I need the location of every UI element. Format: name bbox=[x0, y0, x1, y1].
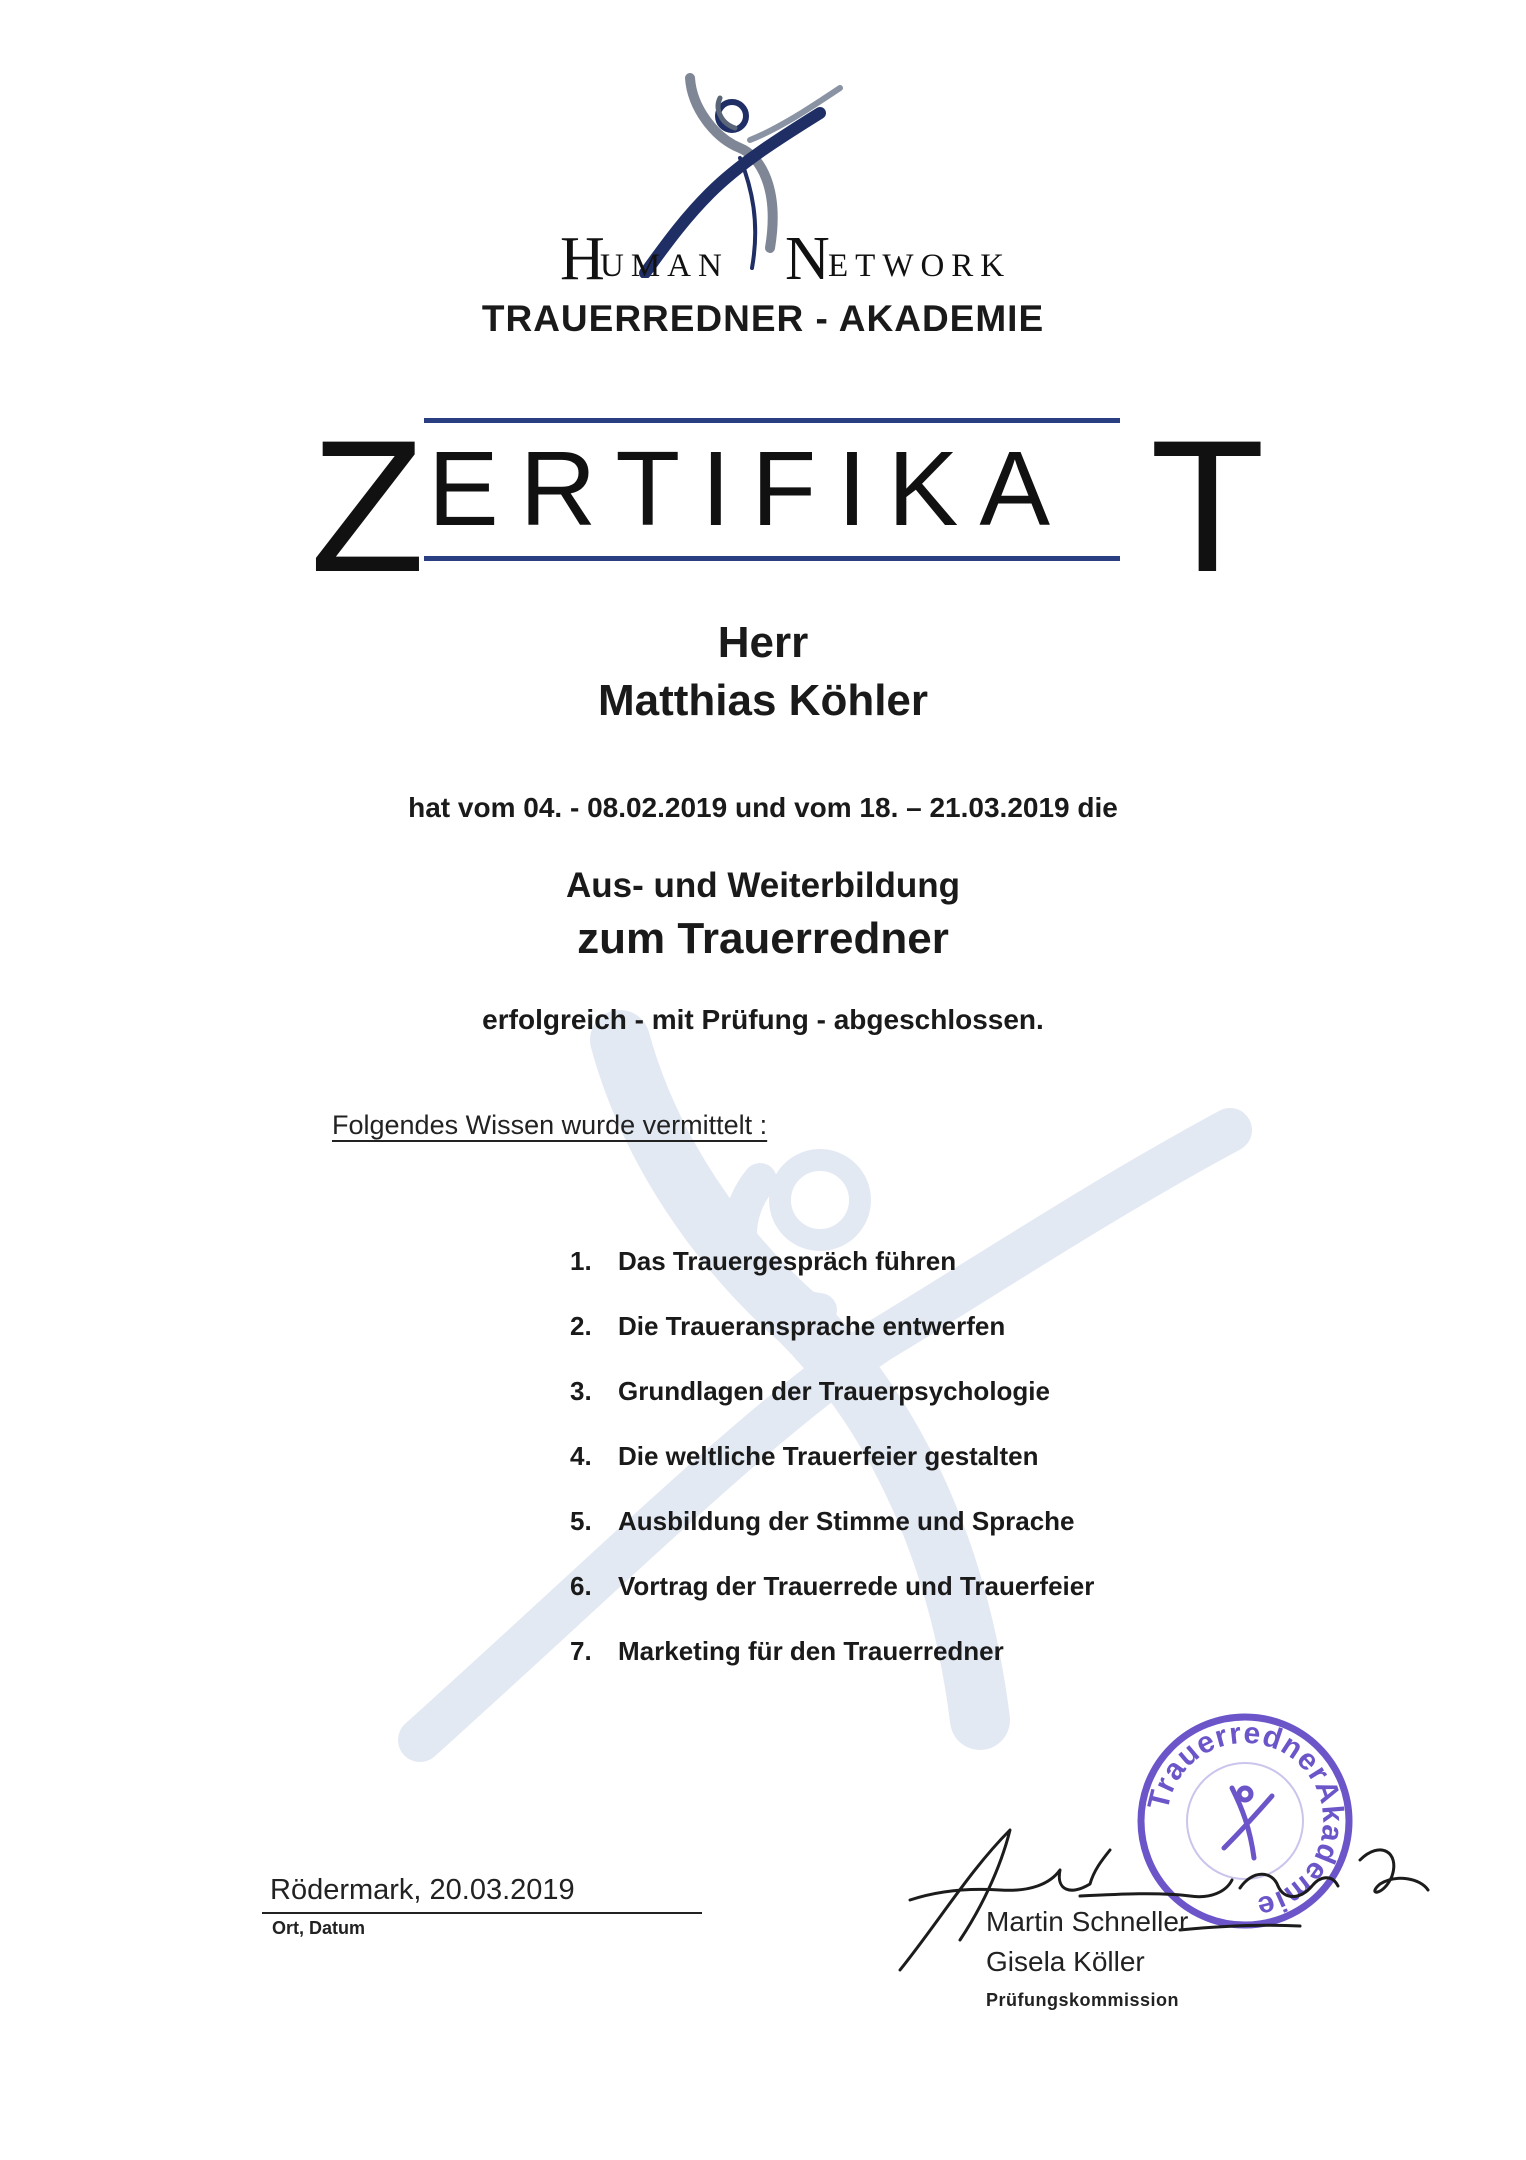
list-item bbox=[570, 1311, 1094, 1376]
signer-name-1: Martin Schneller bbox=[986, 1906, 1189, 1937]
topic-text: Die Traueransprache entwerfen bbox=[618, 1311, 1006, 1341]
place-date-line bbox=[262, 1912, 702, 1914]
title-rule-bottom bbox=[424, 556, 1120, 561]
recipient-salutation: Herr bbox=[717, 618, 809, 667]
training-period: hat vom 04. - 08.02.2019 und vom 18. – 21.03.2019 die bbox=[408, 792, 1118, 823]
place-date-caption: Ort, Datum bbox=[272, 1918, 366, 1938]
topic-text: Vortrag der Trauerrede und Trauerfeier bbox=[618, 1571, 1095, 1601]
title-middle: ERTIFIKA bbox=[428, 430, 1072, 548]
course-title-line2: zum Trauerredner bbox=[577, 914, 949, 963]
signer-name-2: Gisela Köller bbox=[986, 1946, 1145, 1977]
topic-number: 4. bbox=[570, 1441, 592, 1471]
topic-number: 3. bbox=[570, 1376, 592, 1406]
topic-text: Die weltliche Trauerfeier gestalten bbox=[618, 1441, 1039, 1471]
title-first-letter: Z bbox=[310, 401, 425, 611]
recipient-name: Matthias Köhler bbox=[597, 676, 929, 725]
list-item bbox=[570, 1506, 1094, 1571]
signatures-icon bbox=[880, 1800, 1440, 1980]
list-item bbox=[570, 1376, 1094, 1441]
brand-initial-h: H bbox=[560, 225, 605, 293]
place-date: Rödermark, 20.03.2019 bbox=[270, 1874, 575, 1906]
course-title-line1: Aus- und Weiterbildung bbox=[565, 866, 961, 905]
list-item bbox=[570, 1636, 1094, 1701]
title-rule-top bbox=[424, 418, 1120, 423]
topic-number: 1. bbox=[570, 1246, 592, 1276]
topic-text: Das Trauergespräch führen bbox=[618, 1246, 957, 1276]
brand-initial-n: N bbox=[785, 225, 830, 293]
completion-result: erfolgreich - mit Prüfung - abgeschlossen. bbox=[482, 1004, 1044, 1035]
title-last-letter: T bbox=[1150, 401, 1265, 611]
academy-name: TRAUERREDNER - AKADEMIE bbox=[481, 298, 1045, 339]
topic-text: Ausbildung der Stimme und Sprache bbox=[618, 1506, 1075, 1536]
list-item bbox=[570, 1246, 1094, 1311]
brand-word-etwork: ETWORK bbox=[828, 248, 1012, 284]
list-item bbox=[570, 1441, 1094, 1506]
topic-number: 6. bbox=[570, 1571, 592, 1601]
brand-word-uman: UMAN bbox=[600, 248, 729, 284]
topic-number: 5. bbox=[570, 1506, 592, 1536]
topic-text: Grundlagen der Trauerpsychologie bbox=[618, 1376, 1050, 1406]
knowledge-heading: Folgendes Wissen wurde vermittelt : bbox=[332, 1110, 768, 1140]
svg-text:TrauerrednerAkademie: TrauerrednerAkademie bbox=[1141, 1716, 1350, 1925]
commission-caption: Prüfungskommission bbox=[986, 1990, 1180, 2010]
topic-number: 2. bbox=[570, 1311, 592, 1341]
list-item bbox=[570, 1571, 1094, 1636]
brand-wordmark bbox=[560, 225, 1012, 298]
topic-text: Marketing für den Trauerredner bbox=[618, 1636, 1004, 1666]
topic-number: 7. bbox=[570, 1636, 592, 1666]
topic-list bbox=[570, 1246, 1094, 1701]
